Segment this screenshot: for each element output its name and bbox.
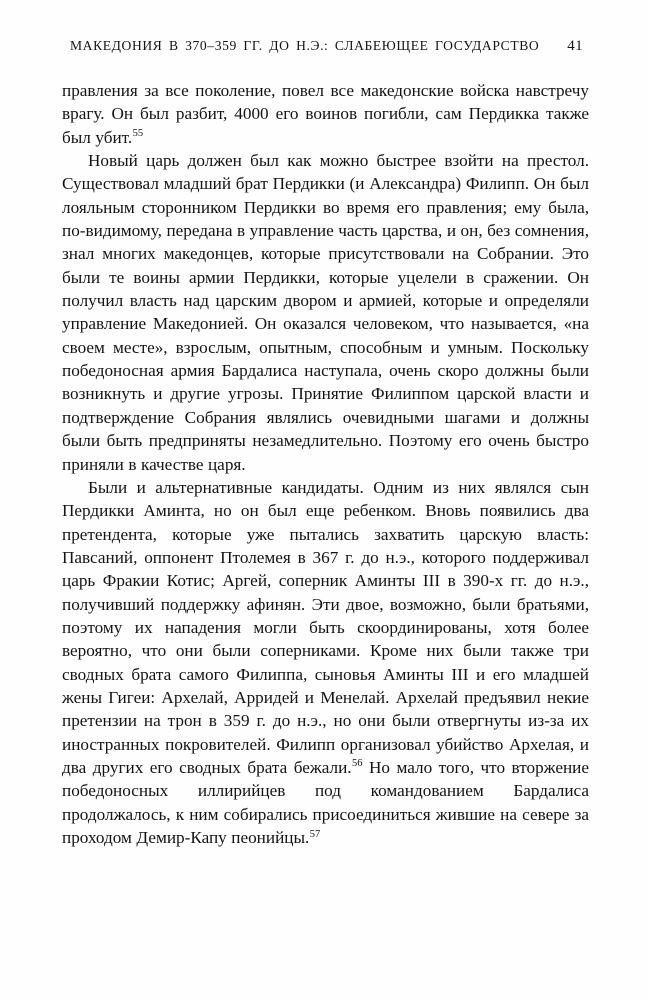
page-number: 41: [567, 38, 583, 54]
running-head-title: МАКЕДОНИЯ В 370–359 ГГ. ДО Н.Э.: СЛАБЕЮЩЕЕ ГОСУДАРСТВО: [70, 38, 540, 53]
footnote-marker: 56: [352, 758, 363, 770]
paragraph: [62, 79, 589, 149]
paragraph: [62, 149, 589, 476]
body-text-block: [62, 79, 589, 849]
running-head: [62, 38, 589, 60]
footnote-marker: 55: [132, 128, 144, 140]
paragraph-text-continued: Но мало того, что вторжение победоносных иллирийцев под командованием Бардалиса продолжалось, к ним собирались присоединиться жившие на севере за проходом Демир-Капу пеонийцы.: [62, 757, 589, 847]
footnote-marker: 57: [309, 828, 321, 840]
paragraph-text: Были и альтернативные кандидаты. Одним из них являлся сын Пердикки Аминта, но он был еще ребенком. Вновь появились два претендента, которые уже пытались захватить царскую власть: Павсаний, оппонент Птолемея в 367 г. до н.э., которого поддерживал царь Фракии Котис; Аргей, соперник Аминты III в 390-х гг. до н.э., получивший поддержку афинян. Эти двое, возможно, были братьями, поэтому их нападения могли быть скоординированы, хотя более вероятно, что они были соперниками. Кроме них были также три сводных брата самого Филиппа, сыновья Аминты III и его младшей жены Гигеи: Архелай, Арридей и Менелай. Архелай предъявил некие претензии на трон в 359 г. до н.э., но они были отвергнуты из-за их иностранных покровителей. Филипп организовал убийство Архелая, и два других его сводных брата бежали.: [62, 477, 589, 777]
paragraph: [62, 476, 589, 850]
paragraph-text: правления за все поколение, повел все македонские войска навстречу врагу. Он был разбит, 4000 его воинов погибли, сам Пердикка также был убит.: [62, 81, 589, 147]
paragraph-text: Новый царь должен был как можно быстрее взойти на престол. Существовал младший брат Пердикки (и Александра) Филипп. Он был лояльным сторонником Пердикки во время его правления; ему была, по-видимому, передана в управление часть царства, и он, без сомнения, знал многих македонцев, которые присутствовали на Собрании. Это были те воины армии Пердикки, которые уцелели в сражении. Он получил власть над царским двором и армией, которые и определяли управление Македонией. Он оказался человеком, что называется, «на своем месте», взрослым, опытным, способным и умным. Поскольку победоносная армия Бардалиса наступала, очень скоро должны были возникнуть и другие угрозы. Принятие Филиппом царской власти и подтверждение Собрания являлись очевидными шагами и должны были быть предприняты незамедлительно. Поэтому его очень быстро приняли в качестве царя.: [62, 151, 589, 474]
